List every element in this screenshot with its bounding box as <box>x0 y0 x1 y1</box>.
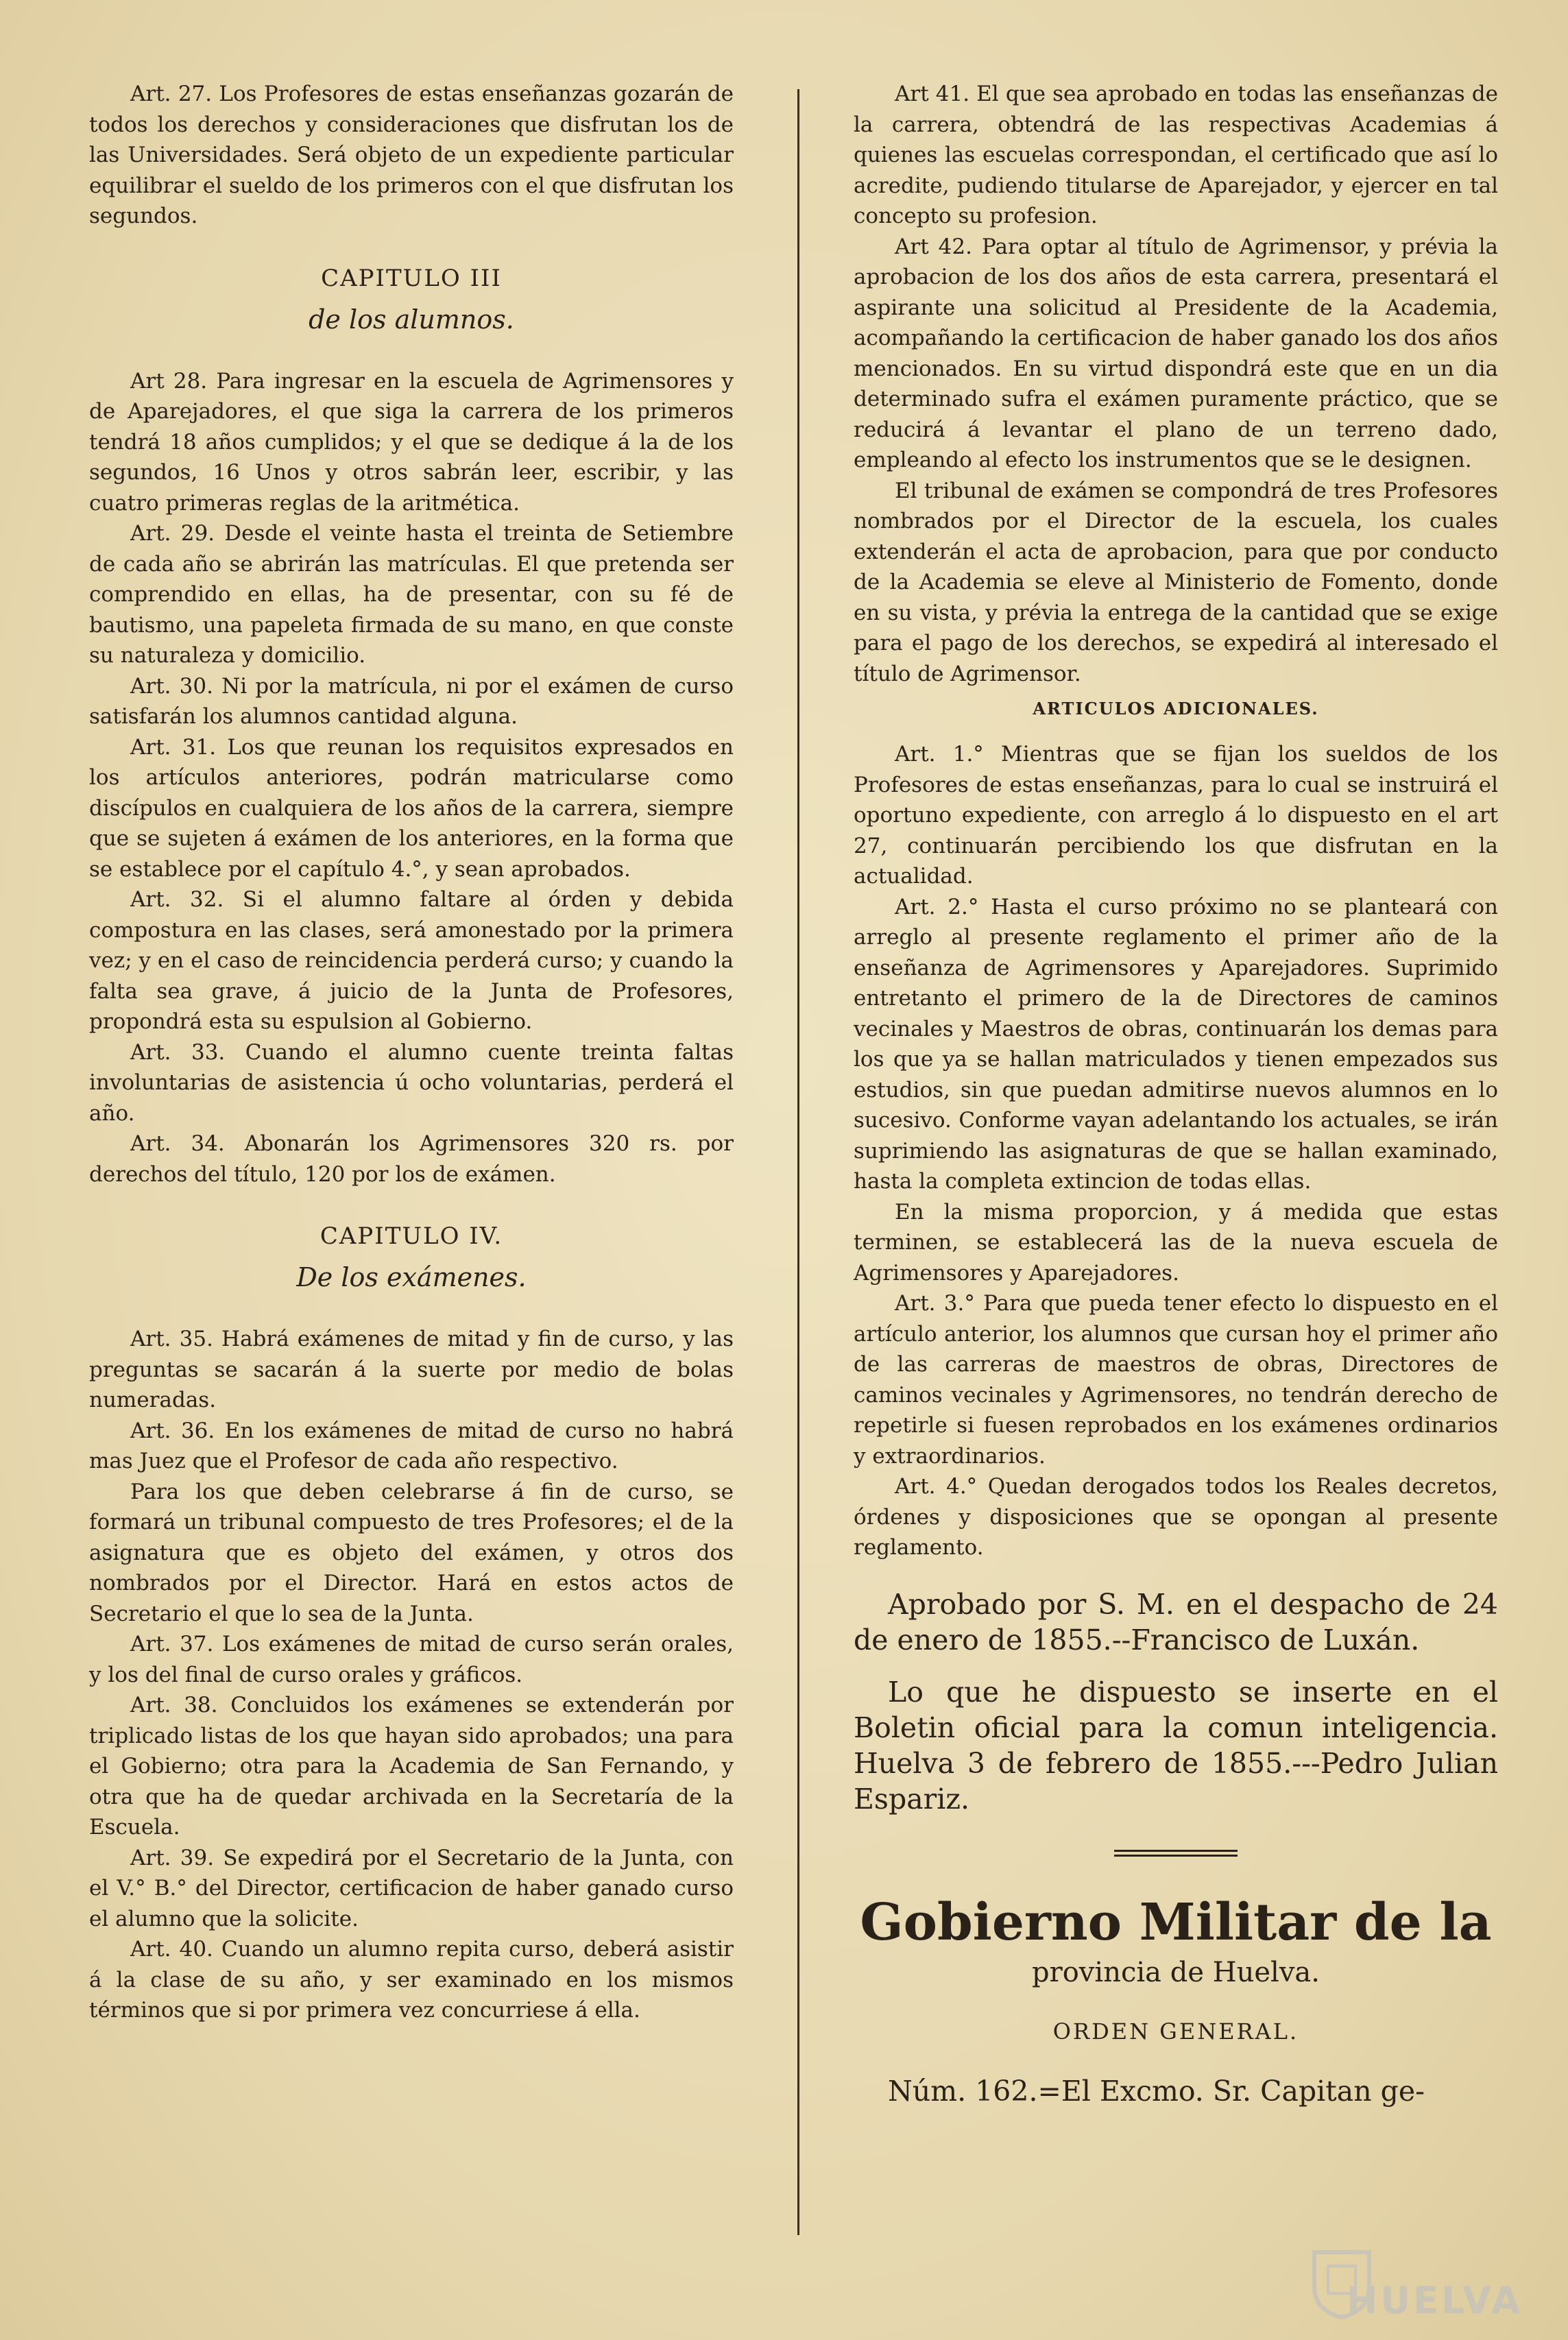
article-paragraph: Art. 37. Los exámenes de mitad de curso serán orales, y los del final de curso orales y gráficos. <box>89 1632 734 1687</box>
order-number-line: Núm. 162.=El Excmo. Sr. Capitan ge- <box>888 2074 1425 2108</box>
article-paragraph: El tribunal de exámen se compondrá de tres Profesores nombrados por el Director de la escuela, los cuales extenderán el acta de aprobacion, para que por conducto de la Academia se eleve al Ministerio de Fomento, donde en su vista, y prévia la entrega de la cantidad que se exige para el pago de los derechos, se expedirá al interesado el título de Agrimensor. <box>854 478 1498 686</box>
right-paragraphs-1 <box>854 79 1498 689</box>
column-divider <box>797 89 799 2235</box>
archive-watermark <box>1301 2245 1527 2328</box>
article-paragraph: Art. 35. Habrá exámenes de mitad y fin de curso, y las preguntas se sacarán á la suerte por medio de bolas numeradas. <box>89 1327 734 1412</box>
article-paragraph: Art. 38. Concluidos los exámenes se extenderán por triplicado listas de los que hayan sido aprobados; una para el Gobierno; otra para la Academia de San Fernando, y otra que ha de quedar archivada en la Secretaría de la Escuela. <box>89 1693 734 1840</box>
right-paragraphs-2 <box>854 739 1498 1563</box>
article-paragraph: Art. 27. Los Profesores de estas enseñanzas gozarán de todos los derechos y consideraciones que disfrutan los de las Universidades. Será objeto de un expediente particular equilibrar el sueldo de los primeros con el que disfrutan los segundos. <box>89 82 734 228</box>
chapter-subtitle: De los exámenes. <box>296 1262 527 1292</box>
order-title: ORDEN GENERAL. <box>1052 2018 1299 2045</box>
left-paragraphs-1 <box>89 79 734 232</box>
article-paragraph: Art. 30. Ni por la matrícula, ni por el exámen de curso satisfarán los alumnos cantidad alguna. <box>89 673 734 729</box>
article-paragraph: Art 28. Para ingresar en la escuela de Agrimensores y de Aparejadores, el que siga la carrera de los primeros tendrá 18 años cumplidos; y el que se dedique á la de los segundos, 16 Unos y otros sabrán leer, escribir, y las cuatro primeras reglas de la aritmética. <box>89 368 734 516</box>
article-paragraph: Art. 32. Si el alumno faltare al órden y debida compostura en las clases, será amonestado por la primera vez; y en el caso de reincidencia perderá curso; y cuando la falta sea grave, á juicio de la Junta de Profesores, propondrá esta su espulsion al Gobierno. <box>89 887 734 1034</box>
article-paragraph: Art. 4.° Quedan derogados todos los Reales decretos, órdenes y disposiciones que se opongan al presente reglamento. <box>854 1474 1498 1560</box>
left-column <box>89 79 734 2026</box>
approval-note: Aprobado por S. M. en el despacho de 24 de enero de 1855.--Francisco de Luxán. <box>854 1587 1498 1656</box>
article-paragraph: Art 42. Para optar al título de Agrimensor, y prévia la aprobacion de los dos años de esta carrera, presentará el aspirante una solicitud al Presidente de la Academia, acompañando la certificacion de haber ganado los dos años mencionados. En su virtud dispondrá este que en un dia determinado sufra el exámen puramente práctico, que se reducirá á levantar el plano de un terreno dado, empleando al efecto los instrumentos que se le designen. <box>854 234 1498 472</box>
article-paragraph: En la misma proporcion, y á medida que estas terminen, se establecerá las de la nueva escuela de Agrimensores y Aparejadores. <box>854 1199 1498 1286</box>
section-subheading: provincia de Huelva. <box>1032 1956 1320 1988</box>
article-paragraph: Art. 3.° Para que pueda tener efecto lo dispuesto en el artículo anterior, los alumnos que cursan hoy el primer año de las carreras de maestros de obras, Directores de caminos vecinales y Agrimensores, no tendrán derecho de repetirle si fuesen reprobados en los exámenes ordinarios y extraordinarios. <box>854 1291 1498 1469</box>
article-paragraph: Art. 1.° Mientras que se fijan los sueldos de los Profesores de estas enseñanzas, para lo cual se instruirá el oportuno expediente, con arreglo á lo dispuesto en el art 27, continuarán percibiendo los que disfrutan en la actualidad. <box>854 742 1498 889</box>
article-paragraph: Art. 39. Se expedirá por el Secretario de la Junta, con el V.° B.° del Director, certificacion de haber ganado curso el alumno que la solicite. <box>89 1845 734 1931</box>
section-heading: Gobierno Militar de la <box>860 1892 1492 1952</box>
article-paragraph: Art. 33. Cuando el alumno cuente treinta faltas involuntarias de asistencia ú ocho voluntarias, perderá el año. <box>89 1039 734 1126</box>
left-paragraphs-3 <box>89 1324 734 2026</box>
article-paragraph: Art. 40. Cuando un alumno repita curso, deberá asistir á la clase de su año, y ser examinado en los mismos términos que si por primera vez concurriese á ella. <box>89 1937 734 2023</box>
chapter-title: CAPITULO III <box>321 264 502 292</box>
watermark-word: HUELVA <box>1347 2279 1523 2322</box>
article-paragraph: Art. 36. En los exámenes de mitad de curso no habrá mas Juez que el Profesor de cada año respectivo. <box>89 1418 734 1473</box>
article-paragraph: Art. 34. Abonarán los Agrimensores 320 rs. por derechos del título, 120 por los de exámen. <box>89 1131 734 1187</box>
article-paragraph: Para los que deben celebrarse á fin de curso, se formará un tribunal compuesto de tres Profesores; el de la asignatura que es objeto del exámen, y otros dos nombrados por el Director. Hará en estos actos de Secretario el que lo sea de la Junta. <box>89 1479 734 1626</box>
article-paragraph: Art. 31. Los que reunan los requisitos expresados en los artículos anteriores, podrán matricularse como discípulos en cualquiera de los años de la carrera, siempre que se sujeten á exámen de los anteriores, en la forma que se establece por el capítulo 4.°, y sean aprobados. <box>89 734 734 882</box>
chapter-subtitle: de los alumnos. <box>309 304 514 335</box>
section-divider <box>1114 1850 1238 1857</box>
article-paragraph: Art 41. El que sea aprobado en todas las enseñanzas de la carrera, obtendrá de las respectivas Academias á quienes las escuelas correspondan, el certificado que así lo acredite, pudiendo titularse de Aparejador, y ejercer en tal concepto su profesion. <box>854 82 1498 228</box>
left-paragraphs-2 <box>89 366 734 1190</box>
additional-articles-title: ARTICULOS ADICIONALES. <box>1033 699 1319 719</box>
article-paragraph: Art. 2.° Hasta el curso próximo no se planteará con arreglo al presente reglamento el primer año de la enseñanza de Agrimensores y Aparejadores. Suprimido entretanto el primero de la de Directores de caminos vecinales y Maestros de obras, continuarán los demas para los que ya se hallan matriculados y tienen empezados sus estudios, sin que puedan admitirse nuevos alumnos en lo sucesivo. Conforme vayan adelantando los actuales, se irán suprimiendo las asignaturas de que se hallan examinado, hasta la completa extincion de todas ellas. <box>854 894 1498 1194</box>
publication-note: Lo que he dispuesto se inserte en el Boletin oficial para la comun inteligencia. Huelva 3 de febrero de 1855.---Pedro Julian Espariz. <box>854 1675 1498 1816</box>
chapter-title: CAPITULO IV. <box>319 1222 503 1250</box>
article-paragraph: Art. 29. Desde el veinte hasta el treinta de Setiembre de cada año se abrirán las matrículas. El que pretenda ser comprendido en ellas, ha de presentar, con su fé de bautismo, una papeleta firmada de su mano, en que conste su naturaleza y domicilio. <box>89 521 734 668</box>
right-column <box>854 79 1498 2108</box>
